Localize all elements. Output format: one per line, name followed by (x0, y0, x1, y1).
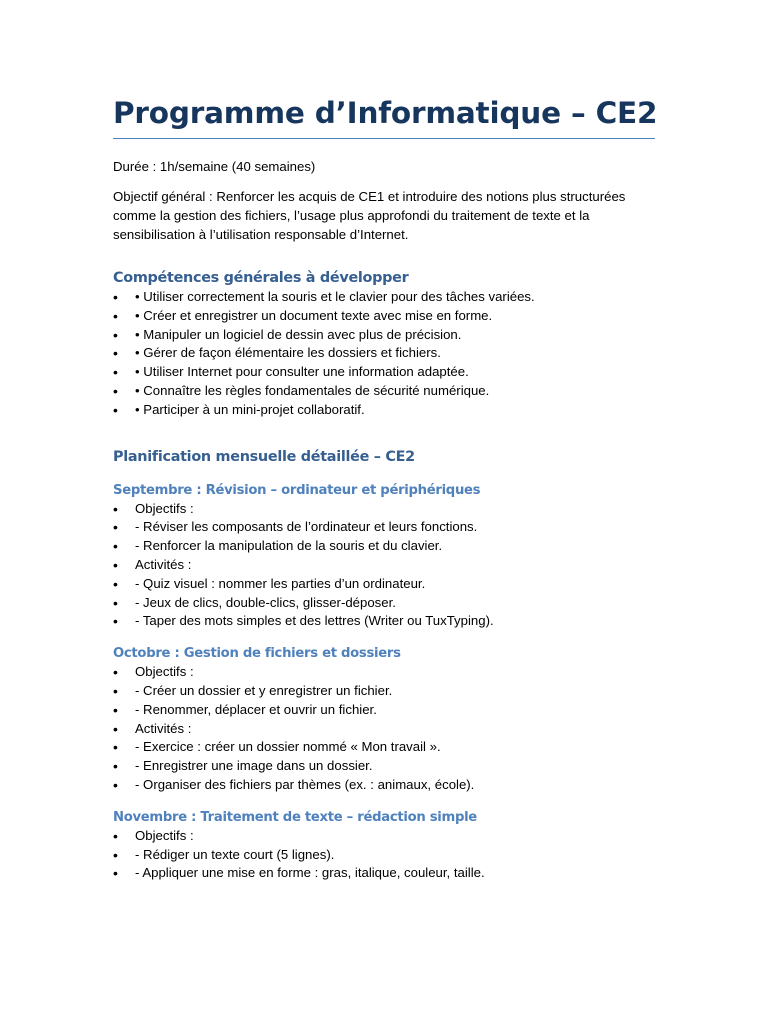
bullet-icon: • (113, 307, 118, 324)
list-item (113, 575, 655, 594)
list-item-text: - Réviser les composants de l’ordinateur et leurs fonctions. (135, 519, 478, 535)
list-item-text: Activités : (135, 720, 192, 736)
november-list (113, 827, 655, 883)
list-item-text: - Exercice : créer un dossier nommé « Mon travail ». (135, 739, 441, 755)
list-item (113, 738, 655, 757)
list-item-text: - Taper des mots simples et des lettres (Writer ou TuxTyping). (135, 613, 494, 629)
list-item (113, 701, 655, 720)
list-item (113, 288, 655, 307)
list-item-text: • Participer à un mini-projet collaboratif. (135, 401, 365, 417)
bullet-icon: • (113, 575, 118, 592)
bullet-icon: • (113, 846, 118, 863)
bullet-icon: • (113, 382, 118, 399)
objective-text: Objectif général : Renforcer les acquis de CE1 et introduire des notions plus structurées comme la gestion des fichiers, l’usage plus approfondi du traitement de texte et la sensibilisation à l’utilisation responsable d’Internet. (113, 189, 626, 242)
list-item-text: - Organiser des fichiers par thèmes (ex. : animaux, école). (135, 776, 475, 792)
list-item-text: • Gérer de façon élémentaire les dossiers et fichiers. (135, 345, 441, 361)
list-item-text: • Manipuler un logiciel de dessin avec plus de précision. (135, 326, 462, 342)
list-item (113, 326, 655, 345)
list-item (113, 344, 655, 363)
list-item-text: - Créer un dossier et y enregistrer un fichier. (135, 682, 393, 698)
september-list (113, 500, 655, 632)
list-item (113, 401, 655, 420)
list-item-text: - Appliquer une mise en forme : gras, italique, couleur, taille. (135, 865, 485, 881)
bullet-icon: • (113, 682, 118, 699)
bullet-icon: • (113, 556, 118, 573)
bullet-icon: • (113, 326, 118, 343)
list-item-text: Objectifs : (135, 664, 194, 680)
list-item (113, 556, 655, 575)
skills-list (113, 288, 655, 420)
month-heading-november: Novembre : Traitement de texte – rédaction simple (113, 809, 477, 825)
list-item (113, 757, 655, 776)
bullet-icon: • (113, 758, 118, 775)
planning-heading: Planification mensuelle détaillée – CE2 (113, 448, 415, 465)
list-item-text: - Renforcer la manipulation de la souris et du clavier. (135, 538, 443, 554)
bullet-icon: • (113, 865, 118, 882)
list-item-text: • Créer et enregistrer un document texte avec mise en forme. (135, 307, 493, 323)
list-item (113, 612, 655, 631)
list-item-text: - Renommer, déplacer et ouvrir un fichier. (135, 701, 377, 717)
bullet-icon: • (113, 613, 118, 630)
bullet-icon: • (113, 594, 118, 611)
bullet-icon: • (113, 776, 118, 793)
bullet-icon: • (113, 739, 118, 756)
month-heading-september: Septembre : Révision – ordinateur et périphériques (113, 482, 481, 498)
list-item (113, 518, 655, 537)
bullet-icon: • (113, 538, 118, 555)
bullet-icon: • (113, 664, 118, 681)
list-item (113, 500, 655, 519)
list-item (113, 594, 655, 613)
list-item (113, 827, 655, 846)
bullet-icon: • (113, 289, 118, 305)
list-item-text: • Utiliser Internet pour consulter une information adaptée. (135, 364, 469, 380)
list-item (113, 363, 655, 382)
bullet-icon: • (113, 720, 118, 737)
list-item (113, 720, 655, 739)
skills-heading: Compétences générales à développer (113, 270, 409, 286)
list-item-text: Objectifs : (135, 500, 194, 516)
list-item-text: • Connaître les règles fondamentales de sécurité numérique. (135, 382, 490, 398)
list-item-text: - Jeux de clics, double-clics, glisser-déposer. (135, 594, 396, 610)
bullet-icon: • (113, 500, 118, 517)
bullet-icon: • (113, 827, 118, 844)
list-item-text: Objectifs : (135, 827, 194, 843)
page-title: Programme d’Informatique – CE2 (113, 93, 655, 139)
list-item-text: - Enregistrer une image dans un dossier. (135, 758, 373, 774)
list-item-text: - Quiz visuel : nommer les parties d’un ordinateur. (135, 575, 426, 591)
list-item (113, 864, 655, 883)
bullet-icon: • (113, 519, 118, 536)
bullet-icon: • (113, 401, 118, 418)
bullet-icon: • (113, 364, 118, 381)
bullet-icon: • (113, 701, 118, 718)
list-item (113, 682, 655, 701)
list-item (113, 307, 655, 326)
list-item-text: Activités : (135, 556, 192, 572)
list-item (113, 846, 655, 865)
october-list (113, 663, 655, 795)
list-item-text: - Rédiger un texte court (5 lignes). (135, 846, 335, 862)
list-item-text: • Utiliser correctement la souris et le clavier pour des tâches variées. (135, 289, 535, 304)
month-heading-october: Octobre : Gestion de fichiers et dossiers (113, 646, 401, 662)
list-item (113, 663, 655, 682)
list-item (113, 382, 655, 401)
duration-text: Durée : 1h/semaine (40 semaines) (113, 159, 316, 174)
bullet-icon: • (113, 345, 118, 362)
list-item (113, 537, 655, 556)
list-item (113, 776, 655, 795)
